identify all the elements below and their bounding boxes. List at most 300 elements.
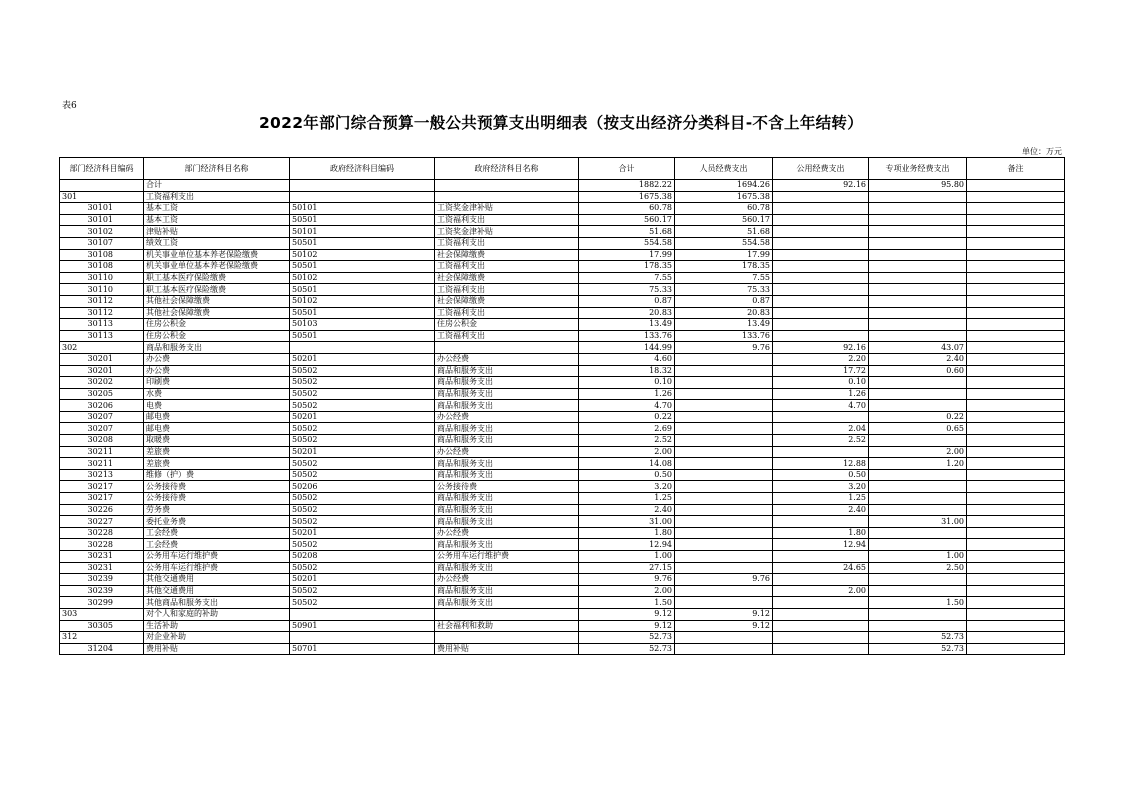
gov-name-cell: 商品和服务支出 — [435, 597, 579, 609]
dept-code-cell: 30213 — [60, 469, 144, 481]
gov-name-cell: 商品和服务支出 — [435, 539, 579, 551]
remark-cell — [967, 481, 1065, 493]
table-row — [60, 237, 1065, 249]
gov-name-cell — [435, 632, 579, 644]
table-body — [60, 180, 1065, 655]
dept-name-cell: 机关事业单位基本养老保险缴费 — [144, 249, 290, 261]
total-cell: 27.15 — [579, 562, 675, 574]
dept-name-cell: 对企业补助 — [144, 632, 290, 644]
special-cell: 2.40 — [869, 353, 967, 365]
gov-code-cell: 50102 — [290, 249, 435, 261]
personnel-cell — [675, 377, 773, 389]
table-row — [60, 643, 1065, 655]
total-cell: 2.00 — [579, 446, 675, 458]
table-row — [60, 214, 1065, 226]
dept-name-cell: 取暖费 — [144, 435, 290, 447]
personnel-cell: 13.49 — [675, 319, 773, 331]
special-cell: 95.80 — [869, 180, 967, 192]
public-cell — [773, 643, 869, 655]
personnel-cell — [675, 411, 773, 423]
dept-code-cell: 30202 — [60, 377, 144, 389]
public-cell — [773, 272, 869, 284]
remark-cell — [967, 458, 1065, 470]
gov-name-cell: 社会保障缴费 — [435, 272, 579, 284]
gov-name-cell: 社会保障缴费 — [435, 249, 579, 261]
special-cell — [869, 608, 967, 620]
remark-cell — [967, 284, 1065, 296]
remark-cell — [967, 261, 1065, 273]
dept-code-cell: 30108 — [60, 261, 144, 273]
gov-code-cell — [290, 191, 435, 203]
personnel-cell: 20.83 — [675, 307, 773, 319]
gov-name-cell: 住房公积金 — [435, 319, 579, 331]
remark-cell — [967, 574, 1065, 586]
dept-code-cell — [60, 180, 144, 192]
personnel-cell: 1694.26 — [675, 180, 773, 192]
table-row — [60, 504, 1065, 516]
dept-name-cell: 维修（护）费 — [144, 469, 290, 481]
public-cell — [773, 551, 869, 563]
dept-name-cell: 公务用车运行维护费 — [144, 562, 290, 574]
personnel-cell — [675, 551, 773, 563]
dept-name-cell: 邮电费 — [144, 423, 290, 435]
dept-code-cell: 30112 — [60, 295, 144, 307]
total-cell: 2.69 — [579, 423, 675, 435]
header-cell: 专项业务经费支出 — [869, 158, 967, 180]
gov-code-cell — [290, 180, 435, 192]
gov-name-cell: 商品和服务支出 — [435, 504, 579, 516]
personnel-cell — [675, 597, 773, 609]
personnel-cell: 178.35 — [675, 261, 773, 273]
total-cell: 0.10 — [579, 377, 675, 389]
table-row — [60, 203, 1065, 215]
dept-code-cell: 30112 — [60, 307, 144, 319]
total-cell: 20.83 — [579, 307, 675, 319]
personnel-cell — [675, 365, 773, 377]
dept-name-cell: 津贴补贴 — [144, 226, 290, 238]
dept-code-cell: 312 — [60, 632, 144, 644]
special-cell — [869, 527, 967, 539]
dept-code-cell: 303 — [60, 608, 144, 620]
remark-cell — [967, 539, 1065, 551]
total-cell: 9.12 — [579, 620, 675, 632]
total-cell: 0.22 — [579, 411, 675, 423]
total-cell: 1.26 — [579, 388, 675, 400]
dept-name-cell: 公务用车运行维护费 — [144, 551, 290, 563]
remark-cell — [967, 191, 1065, 203]
total-cell: 52.73 — [579, 643, 675, 655]
page-title: 2022年部门综合预算一般公共预算支出明细表（按支出经济分类科目-不含上年结转） — [258, 114, 864, 132]
personnel-cell — [675, 458, 773, 470]
table-label: 表6 — [62, 101, 77, 111]
public-cell: 92.16 — [773, 342, 869, 354]
total-cell: 18.32 — [579, 365, 675, 377]
gov-name-cell — [435, 342, 579, 354]
table-row — [60, 226, 1065, 238]
special-cell — [869, 307, 967, 319]
public-cell: 2.00 — [773, 585, 869, 597]
dept-name-cell: 绩效工资 — [144, 237, 290, 249]
public-cell: 17.72 — [773, 365, 869, 377]
remark-cell — [967, 237, 1065, 249]
gov-code-cell: 50201 — [290, 411, 435, 423]
table-row — [60, 597, 1065, 609]
gov-name-cell: 工资福利支出 — [435, 284, 579, 296]
dept-name-cell: 其他社会保障缴费 — [144, 307, 290, 319]
dept-name-cell: 住房公积金 — [144, 319, 290, 331]
special-cell: 52.73 — [869, 643, 967, 655]
gov-code-cell — [290, 632, 435, 644]
total-cell: 560.17 — [579, 214, 675, 226]
total-cell: 1.80 — [579, 527, 675, 539]
personnel-cell — [675, 562, 773, 574]
table-row — [60, 539, 1065, 551]
dept-code-cell: 30110 — [60, 272, 144, 284]
special-cell: 1.50 — [869, 597, 967, 609]
table-header-row — [60, 158, 1065, 180]
gov-code-cell: 50101 — [290, 226, 435, 238]
dept-name-cell: 电费 — [144, 400, 290, 412]
table-row — [60, 632, 1065, 644]
dept-name-cell: 合计 — [144, 180, 290, 192]
public-cell — [773, 203, 869, 215]
remark-cell — [967, 272, 1065, 284]
public-cell — [773, 261, 869, 273]
special-cell — [869, 400, 967, 412]
special-cell — [869, 377, 967, 389]
total-cell: 1882.22 — [579, 180, 675, 192]
special-cell — [869, 261, 967, 273]
table-row — [60, 400, 1065, 412]
dept-code-cell: 30299 — [60, 597, 144, 609]
special-cell — [869, 226, 967, 238]
dept-code-cell: 30228 — [60, 539, 144, 551]
gov-code-cell: 50502 — [290, 435, 435, 447]
total-cell: 4.60 — [579, 353, 675, 365]
table-row — [60, 295, 1065, 307]
total-cell: 13.49 — [579, 319, 675, 331]
remark-cell — [967, 353, 1065, 365]
remark-cell — [967, 527, 1065, 539]
dept-code-cell: 30231 — [60, 562, 144, 574]
table-row — [60, 284, 1065, 296]
dept-code-cell: 302 — [60, 342, 144, 354]
gov-name-cell: 办公经费 — [435, 527, 579, 539]
gov-name-cell: 商品和服务支出 — [435, 493, 579, 505]
dept-name-cell: 商品和服务支出 — [144, 342, 290, 354]
public-cell: 2.04 — [773, 423, 869, 435]
gov-name-cell: 商品和服务支出 — [435, 388, 579, 400]
table-row — [60, 180, 1065, 192]
personnel-cell: 9.76 — [675, 574, 773, 586]
dept-code-cell: 30228 — [60, 527, 144, 539]
personnel-cell — [675, 423, 773, 435]
remark-cell — [967, 435, 1065, 447]
remark-cell — [967, 365, 1065, 377]
public-cell — [773, 620, 869, 632]
gov-name-cell: 工资福利支出 — [435, 261, 579, 273]
dept-code-cell: 30239 — [60, 574, 144, 586]
public-cell: 12.88 — [773, 458, 869, 470]
personnel-cell: 560.17 — [675, 214, 773, 226]
remark-cell — [967, 423, 1065, 435]
remark-cell — [967, 597, 1065, 609]
gov-code-cell: 50201 — [290, 446, 435, 458]
total-cell: 1675.38 — [579, 191, 675, 203]
total-cell: 7.55 — [579, 272, 675, 284]
public-cell — [773, 237, 869, 249]
remark-cell — [967, 608, 1065, 620]
table-row — [60, 527, 1065, 539]
gov-code-cell: 50501 — [290, 261, 435, 273]
dept-code-cell: 30107 — [60, 237, 144, 249]
table-row — [60, 272, 1065, 284]
public-cell — [773, 446, 869, 458]
special-cell — [869, 574, 967, 586]
gov-code-cell: 50102 — [290, 272, 435, 284]
special-cell: 0.60 — [869, 365, 967, 377]
public-cell — [773, 319, 869, 331]
personnel-cell — [675, 353, 773, 365]
remark-cell — [967, 319, 1065, 331]
personnel-cell — [675, 643, 773, 655]
gov-code-cell — [290, 342, 435, 354]
dept-code-cell: 30211 — [60, 446, 144, 458]
header-cell: 部门经济科目名称 — [144, 158, 290, 180]
gov-name-cell: 商品和服务支出 — [435, 585, 579, 597]
special-cell — [869, 585, 967, 597]
public-cell: 1.26 — [773, 388, 869, 400]
dept-code-cell: 30102 — [60, 226, 144, 238]
gov-code-cell: 50501 — [290, 284, 435, 296]
public-cell — [773, 191, 869, 203]
gov-name-cell: 商品和服务支出 — [435, 469, 579, 481]
gov-code-cell: 50502 — [290, 504, 435, 516]
public-cell — [773, 608, 869, 620]
special-cell — [869, 272, 967, 284]
gov-name-cell: 商品和服务支出 — [435, 516, 579, 528]
special-cell: 43.07 — [869, 342, 967, 354]
personnel-cell — [675, 400, 773, 412]
gov-name-cell: 社会保障缴费 — [435, 295, 579, 307]
dept-name-cell: 其他商品和服务支出 — [144, 597, 290, 609]
table-row — [60, 585, 1065, 597]
dept-code-cell: 30108 — [60, 249, 144, 261]
total-cell: 144.99 — [579, 342, 675, 354]
remark-cell — [967, 562, 1065, 574]
dept-name-cell: 机关事业单位基本养老保险缴费 — [144, 261, 290, 273]
dept-code-cell: 30217 — [60, 493, 144, 505]
special-cell: 2.00 — [869, 446, 967, 458]
dept-code-cell: 30239 — [60, 585, 144, 597]
public-cell: 92.16 — [773, 180, 869, 192]
table-row — [60, 353, 1065, 365]
gov-code-cell: 50502 — [290, 539, 435, 551]
total-cell: 31.00 — [579, 516, 675, 528]
remark-cell — [967, 516, 1065, 528]
special-cell — [869, 388, 967, 400]
dept-code-cell: 30217 — [60, 481, 144, 493]
dept-name-cell: 办公费 — [144, 365, 290, 377]
gov-name-cell: 商品和服务支出 — [435, 562, 579, 574]
public-cell: 3.20 — [773, 481, 869, 493]
table-row — [60, 411, 1065, 423]
gov-name-cell: 公务接待费 — [435, 481, 579, 493]
gov-name-cell: 费用补贴 — [435, 643, 579, 655]
dept-name-cell: 委托业务费 — [144, 516, 290, 528]
gov-code-cell: 50502 — [290, 423, 435, 435]
public-cell — [773, 632, 869, 644]
dept-name-cell: 职工基本医疗保险缴费 — [144, 272, 290, 284]
special-cell — [869, 249, 967, 261]
header-cell: 人员经费支出 — [675, 158, 773, 180]
total-cell: 52.73 — [579, 632, 675, 644]
gov-code-cell: 50501 — [290, 237, 435, 249]
personnel-cell: 0.87 — [675, 295, 773, 307]
table-row — [60, 551, 1065, 563]
personnel-cell — [675, 388, 773, 400]
total-cell: 9.12 — [579, 608, 675, 620]
dept-name-cell: 水费 — [144, 388, 290, 400]
personnel-cell — [675, 469, 773, 481]
special-cell — [869, 620, 967, 632]
public-cell: 2.52 — [773, 435, 869, 447]
gov-code-cell: 50502 — [290, 365, 435, 377]
gov-code-cell: 50208 — [290, 551, 435, 563]
personnel-cell — [675, 527, 773, 539]
gov-name-cell: 公务用车运行维护费 — [435, 551, 579, 563]
public-cell — [773, 574, 869, 586]
gov-code-cell: 50502 — [290, 597, 435, 609]
personnel-cell: 9.76 — [675, 342, 773, 354]
remark-cell — [967, 620, 1065, 632]
dept-name-cell: 劳务费 — [144, 504, 290, 516]
header-cell: 公用经费支出 — [773, 158, 869, 180]
dept-code-cell: 30101 — [60, 214, 144, 226]
special-cell: 1.20 — [869, 458, 967, 470]
personnel-cell: 9.12 — [675, 608, 773, 620]
public-cell: 0.10 — [773, 377, 869, 389]
gov-name-cell: 办公经费 — [435, 446, 579, 458]
dept-code-cell: 31204 — [60, 643, 144, 655]
special-cell — [869, 214, 967, 226]
dept-code-cell: 30113 — [60, 319, 144, 331]
public-cell: 1.80 — [773, 527, 869, 539]
total-cell: 4.70 — [579, 400, 675, 412]
gov-name-cell: 商品和服务支出 — [435, 423, 579, 435]
header-cell: 部门经济科目编码 — [60, 158, 144, 180]
table-row — [60, 469, 1065, 481]
header-cell: 合计 — [579, 158, 675, 180]
personnel-cell — [675, 435, 773, 447]
dept-code-cell: 301 — [60, 191, 144, 203]
header-cell: 备注 — [967, 158, 1065, 180]
gov-code-cell: 50502 — [290, 585, 435, 597]
unit-label: 单位：万元 — [1022, 147, 1062, 156]
remark-cell — [967, 295, 1065, 307]
remark-cell — [967, 214, 1065, 226]
total-cell: 75.33 — [579, 284, 675, 296]
public-cell — [773, 284, 869, 296]
table-row — [60, 365, 1065, 377]
table-row — [60, 423, 1065, 435]
dept-code-cell: 30207 — [60, 411, 144, 423]
gov-name-cell: 工资福利支出 — [435, 214, 579, 226]
table-row — [60, 261, 1065, 273]
dept-name-cell: 工会经费 — [144, 539, 290, 551]
gov-name-cell: 商品和服务支出 — [435, 400, 579, 412]
table-row — [60, 330, 1065, 342]
remark-cell — [967, 307, 1065, 319]
special-cell — [869, 319, 967, 331]
gov-code-cell: 50101 — [290, 203, 435, 215]
personnel-cell — [675, 481, 773, 493]
remark-cell — [967, 388, 1065, 400]
remark-cell — [967, 643, 1065, 655]
special-cell — [869, 435, 967, 447]
dept-name-cell: 工资福利支出 — [144, 191, 290, 203]
special-cell: 1.00 — [869, 551, 967, 563]
table-row — [60, 388, 1065, 400]
table-row — [60, 249, 1065, 261]
public-cell — [773, 516, 869, 528]
remark-cell — [967, 377, 1065, 389]
gov-code-cell: 50701 — [290, 643, 435, 655]
gov-code-cell: 50502 — [290, 377, 435, 389]
personnel-cell: 17.99 — [675, 249, 773, 261]
special-cell — [869, 237, 967, 249]
remark-cell — [967, 203, 1065, 215]
public-cell: 4.70 — [773, 400, 869, 412]
dept-code-cell: 30206 — [60, 400, 144, 412]
gov-code-cell: 50201 — [290, 574, 435, 586]
gov-code-cell: 50502 — [290, 562, 435, 574]
dept-name-cell: 职工基本医疗保险缴费 — [144, 284, 290, 296]
special-cell: 0.22 — [869, 411, 967, 423]
dept-code-cell: 30101 — [60, 203, 144, 215]
public-cell: 1.25 — [773, 493, 869, 505]
table-row — [60, 458, 1065, 470]
header-cell: 政府经济科目名称 — [435, 158, 579, 180]
dept-name-cell: 费用补贴 — [144, 643, 290, 655]
total-cell: 3.20 — [579, 481, 675, 493]
gov-code-cell: 50502 — [290, 516, 435, 528]
special-cell — [869, 493, 967, 505]
personnel-cell — [675, 632, 773, 644]
special-cell — [869, 504, 967, 516]
total-cell: 12.94 — [579, 539, 675, 551]
gov-name-cell: 工资奖金津补贴 — [435, 226, 579, 238]
dept-name-cell: 差旅费 — [144, 458, 290, 470]
table-row — [60, 307, 1065, 319]
gov-code-cell: 50502 — [290, 493, 435, 505]
dept-code-cell: 30305 — [60, 620, 144, 632]
personnel-cell — [675, 493, 773, 505]
table-row — [60, 446, 1065, 458]
table-row — [60, 435, 1065, 447]
total-cell: 554.58 — [579, 237, 675, 249]
total-cell: 14.08 — [579, 458, 675, 470]
gov-code-cell: 50201 — [290, 353, 435, 365]
dept-name-cell: 住房公积金 — [144, 330, 290, 342]
dept-name-cell: 公务接待费 — [144, 493, 290, 505]
total-cell: 51.68 — [579, 226, 675, 238]
special-cell — [869, 330, 967, 342]
public-cell — [773, 214, 869, 226]
table-row — [60, 191, 1065, 203]
total-cell: 17.99 — [579, 249, 675, 261]
dept-name-cell: 办公费 — [144, 353, 290, 365]
